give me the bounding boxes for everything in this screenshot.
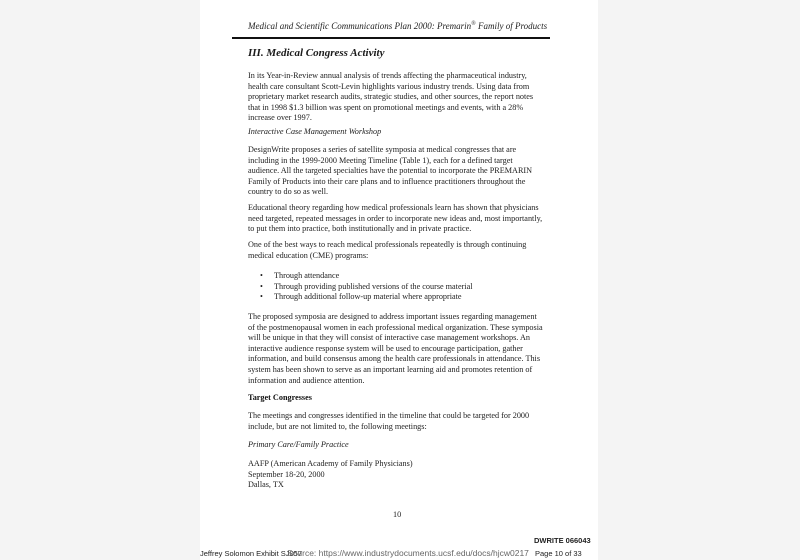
paragraph-line: system has been shown to serve as an important learning aid and promotes retention of	[248, 364, 533, 374]
paragraph-line: to put them into practice, both institutionally and in private practice.	[248, 224, 472, 234]
paragraph-trends	[248, 71, 550, 124]
paragraph-line: The proposed symposia are designed to address important issues regarding management	[248, 312, 537, 321]
paragraph-line: Family of Products into their care plans and to influence practitioners throughout the	[248, 176, 526, 186]
paragraph-line: medical education (CME) programs:	[248, 250, 369, 260]
paragraph-line: interactive audience response system will be used to encourage participation, gather	[248, 343, 523, 353]
bullet-glyph: •	[260, 292, 263, 302]
paragraph-line: information, and build consensus among the health care professionals in attendance. This	[248, 354, 541, 364]
paragraph-line: audience. All the targeted specialties have the potential to incorporate the PREMARIN	[248, 166, 533, 176]
paragraph-line: health care consultant Scott-Levin highlights various industry trends. Using data from	[248, 81, 530, 91]
list-item-text: Through attendance	[274, 271, 340, 280]
paragraph-cme	[248, 240, 550, 261]
paragraph-proposal	[248, 145, 550, 198]
meeting-address	[248, 459, 413, 491]
paragraph-meetings	[248, 411, 550, 432]
paragraph-line: that in 1998 $1.3 billion was spent on promotional meetings and events, with a 28%	[248, 102, 524, 112]
exhibit-label: Jeffrey Solomon Exhibit SJ057	[200, 549, 303, 558]
header-rule	[232, 37, 550, 39]
target-congresses-heading: Target Congresses	[248, 393, 312, 402]
paragraph-line: One of the best ways to reach medical professionals repeatedly is through continuing	[248, 240, 527, 249]
page-number: 10	[393, 510, 402, 519]
header-suffix: Family of Products	[475, 21, 548, 31]
paragraph-line: In its Year-in-Review annual analysis of trends affecting the pharmaceutical industry,	[248, 71, 527, 80]
source-url: Source: https://www.industrydocuments.ucsf.edu/docs/hjcw0217	[287, 548, 529, 558]
paragraph-line: Educational theory regarding how medical professionals learn has shown that physicians	[248, 203, 539, 212]
header-title: Medical and Scientific Communications Plan 2000: Premarin	[248, 21, 472, 31]
registered-mark: ®	[471, 21, 476, 27]
paragraph-line: proprietary market research audits, strategic studies, and other sources, the report notes	[248, 92, 534, 102]
running-header	[248, 21, 548, 31]
list-item	[260, 292, 473, 303]
address-line: Dallas, TX	[248, 480, 284, 490]
bullet-list	[260, 271, 473, 303]
address-line: AAFP (American Academy of Family Physicians)	[248, 459, 413, 468]
section-title: III. Medical Congress Activity	[248, 47, 385, 59]
paragraph-line: include, but are not limited to, the following meetings:	[248, 421, 427, 431]
bullet-glyph: •	[260, 281, 263, 291]
paragraph-line: need targeted, repeated messages in order to incorporate new ideas and, most importantly,	[248, 213, 543, 223]
paragraph-line: including in the 1999-2000 Meeting Timeline (Table 1), each for a defined target	[248, 155, 513, 165]
paragraph-line: The meetings and congresses identified in the timeline that could be targeted for 2000	[248, 411, 530, 420]
paragraph-line: will be unique in that they will consist of interactive case management workshops. An	[248, 333, 530, 343]
subheading-workshop: Interactive Case Management Workshop	[248, 127, 382, 136]
document-id: DWRITE 066043	[534, 536, 591, 545]
list-item-text: Through providing published versions of the course material	[274, 281, 473, 291]
subheading-primary-care: Primary Care/Family Practice	[248, 440, 349, 449]
page-count: Page 10 of 33	[535, 549, 582, 558]
list-item	[260, 271, 473, 282]
address-line: September 18-20, 2000	[248, 469, 325, 479]
paragraph-symposia	[248, 312, 550, 386]
paragraph-line: increase over 1997.	[248, 113, 312, 123]
paragraph-line: of the postmenopausal women in each professional medical organization. These symposia	[248, 322, 543, 332]
list-item	[260, 282, 473, 293]
paragraph-line: DesignWrite proposes a series of satellite symposia at medical congresses that are	[248, 145, 517, 154]
paragraph-line: country to do so as well.	[248, 187, 329, 197]
bullet-glyph: •	[260, 271, 263, 280]
paragraph-education	[248, 203, 550, 235]
list-item-text: Through additional follow-up material where appropriate	[274, 292, 462, 302]
paragraph-line: information and audience attention.	[248, 375, 365, 385]
